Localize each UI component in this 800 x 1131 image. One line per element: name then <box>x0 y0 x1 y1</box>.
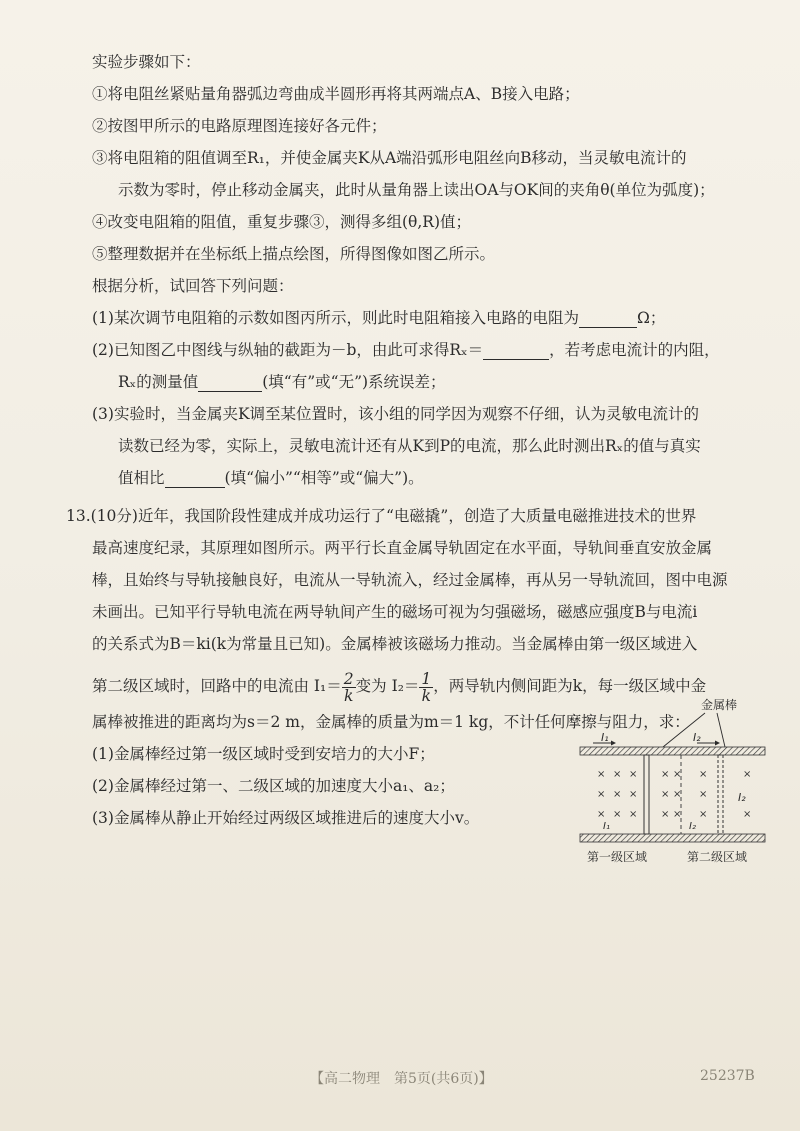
q12-part3: (3)实验时，当金属夹K调至某位置时，该小组的同学因为观察不仔细，认为灵敏电流计的 <box>92 405 700 423</box>
bottom-rail <box>580 834 765 842</box>
q12-part1 <box>92 308 772 328</box>
field-x-mark: × <box>743 769 752 780</box>
answer-blank-2[interactable] <box>483 341 549 360</box>
magnetic-field-marks <box>597 769 751 820</box>
answer-blank-3[interactable] <box>198 373 262 392</box>
field-x-mark: × <box>743 809 752 820</box>
field-x-mark: × <box>661 769 670 780</box>
q13-line-3: 棒，且始终与导轨接触良好，电流从一导轨流入，经过金属棒，再从另一导轨流回，图中电源 <box>92 571 728 589</box>
step-2: ②按图甲所示的电路原理图连接好各元件； <box>92 117 387 135</box>
fraction-i1 <box>342 671 356 704</box>
q12-part2-text-c: Rₓ的测量值 <box>118 373 199 391</box>
current-label-i2-rod: I₂ <box>738 791 746 804</box>
q12-part3-text-c: 值相比 <box>118 469 165 487</box>
field-x-mark: × <box>673 769 682 780</box>
footer-code: 25237B <box>700 1068 755 1084</box>
fraction-i1-num: 2 <box>343 669 354 688</box>
rail-diagram <box>575 695 775 875</box>
field-x-mark: × <box>613 809 622 820</box>
q13-line-5: 的关系式为B＝ki(k为常量且已知)。金属棒被该磁场力推动。当金属棒由第一级区域进入 <box>92 635 698 653</box>
field-x-mark: × <box>629 789 638 800</box>
step-3: ③将电阻箱的阻值调至R₁，并使金属夹K从A端沿弧形电阻丝向B移动，当灵敏电流计的 <box>92 149 687 167</box>
step-5: ⑤整理数据并在坐标纸上描点绘图，所得图像如图乙所示。 <box>92 245 496 263</box>
q13-line-7: 属棒被推进的距离均为s＝2 m，金属棒的质量为m＝1 kg，不计任何摩擦与阻力，求： <box>92 713 690 731</box>
field-x-mark: × <box>597 789 606 800</box>
current-label-i2: I₂ <box>693 731 701 744</box>
field-x-mark: × <box>613 789 622 800</box>
field-x-mark: × <box>699 789 708 800</box>
q12-part1-unit: Ω； <box>636 309 666 327</box>
q13-line-4: 未画出。已知平行导轨电流在两导轨间产生的磁场可视为匀强磁场，磁感应强度B与电流i <box>92 603 698 621</box>
q12-part2-text: (2)已知图乙中图线与纵轴的截距为－b，由此可求得Rₓ＝ <box>92 341 484 359</box>
step-4: ④改变电阻箱的阻值，重复步骤③，测得多组(θ,R)值； <box>92 213 472 231</box>
rod-leader-line-2 <box>717 713 725 747</box>
field-x-mark: × <box>597 809 606 820</box>
field-x-mark: × <box>629 809 638 820</box>
q13-line-6-text-b: 变为 I₂＝ <box>355 677 420 695</box>
field-x-mark: × <box>699 769 708 780</box>
q12-part1-text: (1)某次调节电阻箱的示数如图丙所示，则此时电阻箱接入电路的电阻为 <box>92 309 579 327</box>
field-x-mark: × <box>699 809 708 820</box>
step-3-cont: 示数为零时，停止移动金属夹，此时从量角器上读出OA与OK间的夹角θ(单位为弧度)； <box>118 181 715 199</box>
q13-line-6-text-c: ，两导轨内侧间距为k，每一级区域中金 <box>433 677 707 695</box>
q12-part2-text-b: ，若考虑电流计的内阻， <box>549 341 720 359</box>
q12-part2-text-d: (填“有”或“无”)系统误差； <box>262 373 446 391</box>
region-1-label: 第一级区域 <box>587 850 648 864</box>
field-x-mark: × <box>661 809 670 820</box>
region-2-label: 第二级区域 <box>687 850 748 864</box>
field-x-mark: × <box>673 809 682 820</box>
field-x-mark: × <box>661 789 670 800</box>
field-x-mark: × <box>673 789 682 800</box>
q13-sub-1: (1)金属棒经过第一级区域时受到安培力的大小F； <box>92 745 435 763</box>
current-label-i1: I₁ <box>601 731 609 744</box>
q12-part2-cont <box>92 372 772 392</box>
q12-part3-cont2 <box>92 468 772 488</box>
analysis-intro: 根据分析，试回答下列问题： <box>92 277 294 295</box>
fraction-i2-num: 1 <box>421 669 432 688</box>
q13-line-2: 最高速度纪录，其原理如图所示。两平行长直金属导轨固定在水平面，导轨间垂直安放金属 <box>92 539 713 557</box>
rod-position-1 <box>644 755 649 834</box>
current-arrow-i2-head <box>715 741 720 746</box>
fraction-i2-den: k <box>421 686 432 705</box>
q13-line-6-text-a: 第二级区域时，回路中的电流由 I₁＝ <box>92 677 342 695</box>
rod-label: 金属棒 <box>701 698 738 712</box>
q13-sub-2: (2)金属棒经过第一、二级区域的加速度大小a₁、a₂； <box>92 777 455 795</box>
q13-sub-3: (3)金属棒从静止开始经过两级区域推进后的速度大小v。 <box>92 809 480 827</box>
current-label-i1-bottom: I₁ <box>603 821 610 832</box>
q12-part3-cont: 读数已经为零，实际上，灵敏电流计还有从K到P的电流，那么此时测出Rₓ的值与真实 <box>118 437 701 455</box>
current-arrow-i1-head <box>611 741 616 746</box>
answer-blank-4[interactable] <box>165 469 225 488</box>
answer-blank-1[interactable] <box>579 309 637 328</box>
fraction-i2 <box>419 671 433 704</box>
q13-line-1: 13.(10分)近年，我国阶段性建成并成功运行了“电磁撬”，创造了大质量电磁推进技术的世界 <box>66 507 697 525</box>
q12-part2 <box>92 340 772 360</box>
field-x-mark: × <box>629 769 638 780</box>
footer-page-info: 【高二物理 第5页(共6页)】 <box>310 1071 493 1087</box>
field-x-mark: × <box>613 769 622 780</box>
step-1: ①将电阻丝紧贴量角器弧边弯曲成半圆形再将其两端点A、B接入电路； <box>92 85 580 103</box>
top-rail <box>580 747 765 755</box>
field-x-mark: × <box>597 769 606 780</box>
steps-intro: 实验步骤如下： <box>92 53 201 71</box>
q12-part3-text-d: (填“偏小”“相等”或“偏大”)。 <box>224 469 424 487</box>
current-label-i2-bottom: I₂ <box>689 821 696 832</box>
rod-position-2 <box>718 755 723 834</box>
fraction-i1-den: k <box>344 686 354 705</box>
